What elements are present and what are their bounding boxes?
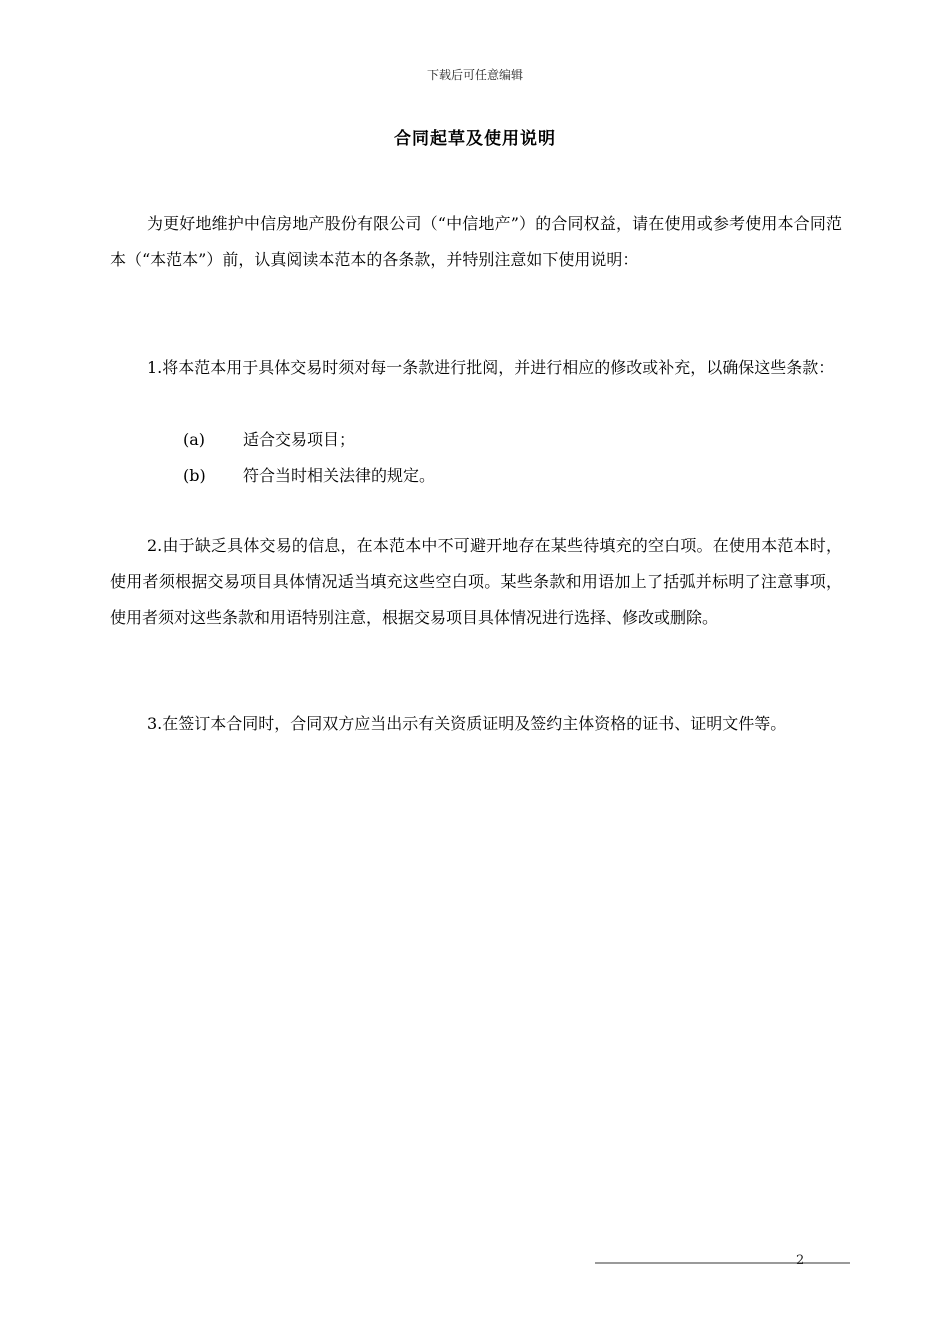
item-3-paragraph: 3.在签订本合同时，合同双方应当出示有关资质证明及签约主体资格的证书、证明文件等。 xyxy=(147,714,787,733)
document-title: 合同起草及使用说明 xyxy=(394,129,556,149)
sub-item-b-marker: (b) xyxy=(183,466,206,485)
footer-rule xyxy=(595,1262,850,1264)
sub-item-a xyxy=(183,422,355,458)
header-note: 下载后可任意编辑 xyxy=(426,68,523,82)
item-1-paragraph: 1.将本范本用于具体交易时须对每一条款进行批阅，并进行相应的修改或补充，以确保这些条款： xyxy=(147,358,835,377)
sub-item-b xyxy=(183,458,435,494)
sub-item-a-text: 适合交易项目； xyxy=(243,430,356,449)
sub-item-a-marker: (a) xyxy=(183,430,206,449)
intro-paragraph: 为更好地维护中信房地产股份有限公司（“中信地产”）的合同权益，请在使用或参考使用本合同范本（“本范本”）前，认真阅读本范本的各条款，并特别注意如下使用说明： xyxy=(110,214,842,269)
page-number: 2 xyxy=(796,1253,805,1268)
item-2-paragraph: 2.由于缺乏具体交易的信息，在本范本中不可避开地存在某些待填充的空白项。在使用本范本时，使用者须根据交易项目具体情况适当填充这些空白项。某些条款和用语加上了括弧并标明了注意事项，使用者须对这些条款和用语特别注意，根据交易项目具体情况进行选择、修改或删除。 xyxy=(110,536,842,627)
sub-item-b-text: 符合当时相关法律的规定。 xyxy=(243,466,436,485)
